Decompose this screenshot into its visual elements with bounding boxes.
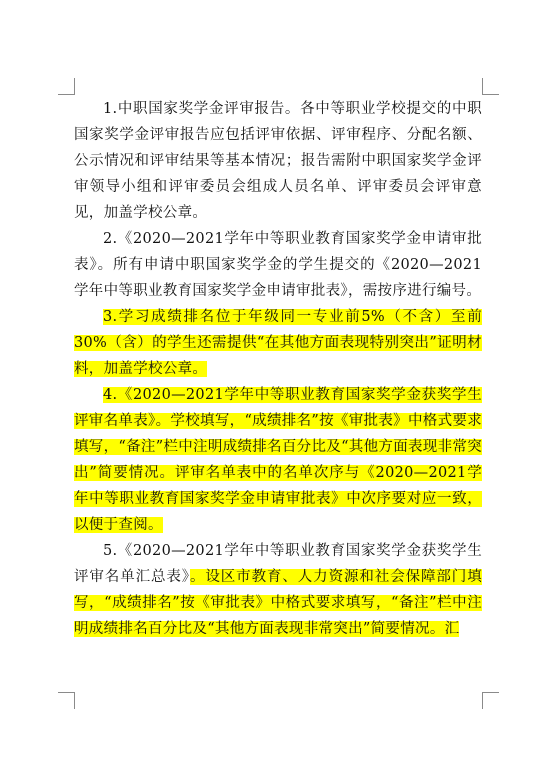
corner-mark-top-left (58, 78, 75, 95)
corner-mark-bottom-left (58, 692, 75, 709)
paragraph-4-highlighted-text: 4.《2020—2021学年中等职业教育国家奖学金获奖学生评审名单表》。学校填写，“成绩排名”按《审批表》中格式要求填写，“备注”栏中注明成绩排名百分比及“其他方面表现非常突出”简要情况。评审名单表中的名单次序与《2020—2021学年中等职业教育国家奖学金申请审批表》中次序要对应一致，以便于查阅。 (74, 387, 482, 533)
paragraph-5 (74, 538, 482, 642)
corner-mark-bottom-right (482, 692, 499, 709)
paragraph-3-highlighted-text: 3.学习成绩排名位于年级同一专业前5%（不含）至前30%（含）的学生还需提供“在其他方面表现特别突出”证明材料，加盖学校公章。 (74, 309, 482, 377)
paragraph-5-highlighted-text: 。设区市教育、人力资源和社会保障部门填写，“成绩排名”按《审批表》中格式要求填写，“备注”栏中注明成绩排名百分比及“其他方面表现非常突出”简要情况。汇 (74, 569, 482, 637)
document-body (74, 96, 482, 642)
paragraph-5-text: 5.《2020—2021学年中等职业教育国家奖学金获奖学生评审名单汇总表》 (74, 543, 482, 585)
paragraph-4 (74, 382, 482, 538)
paragraph-3 (74, 304, 482, 382)
paragraph-1-text: 1.中职国家奖学金评审报告。各中等职业学校提交的中职国家奖学金评审报告应包括评审依据、评审程序、分配名额、公示情况和评审结果等基本情况；报告需附中职国家奖学金评审领导小组和评审委员会组成人员名单、评审委员会评审意见，加盖学校公章。 (74, 101, 482, 221)
corner-mark-top-right (482, 78, 499, 95)
paragraph-2-text: 2.《2020—2021学年中等职业教育国家奖学金申请审批表》。所有申请中职国家奖学金的学生提交的《2020—2021学年中等职业教育国家奖学金申请审批表》，需按序进行编号。 (74, 231, 482, 299)
paragraph-1 (74, 96, 482, 226)
paragraph-2 (74, 226, 482, 304)
